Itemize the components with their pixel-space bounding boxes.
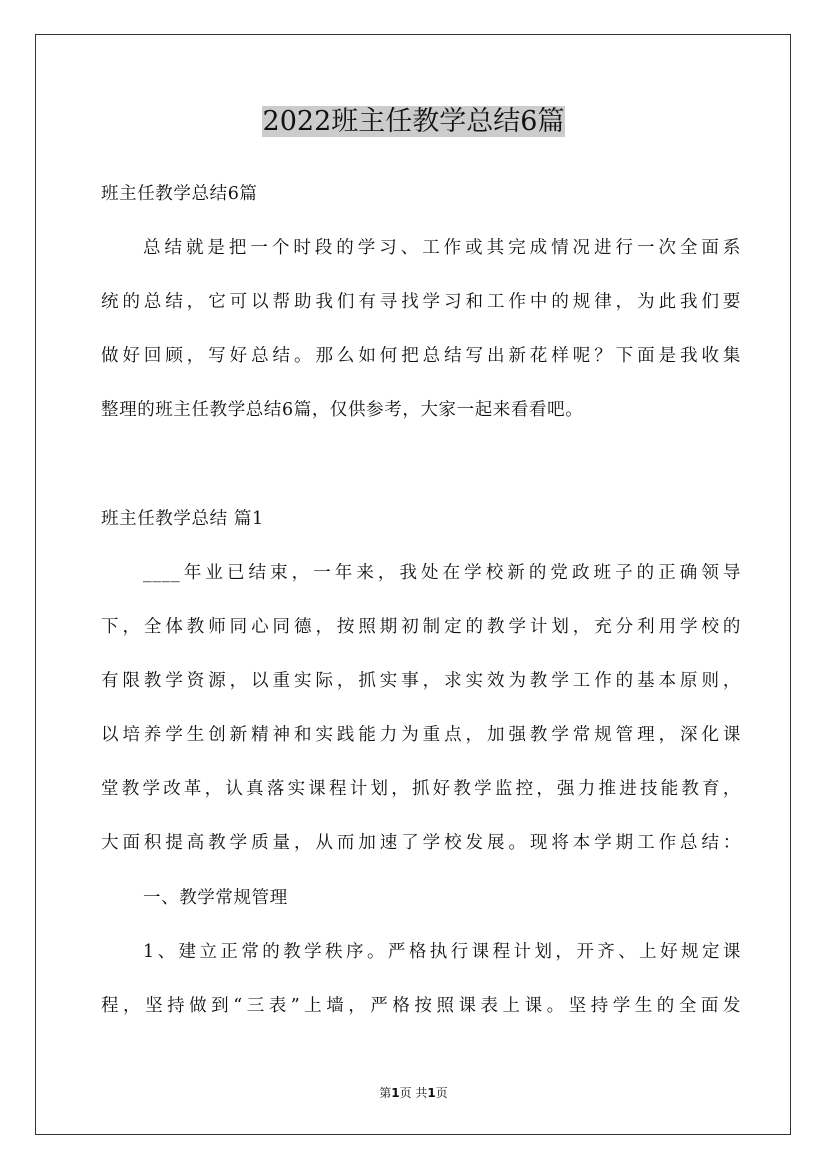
section-heading: 班主任教学总结 篇1 bbox=[101, 509, 264, 529]
document-title-text: 2022班主任教学总结6篇 bbox=[262, 106, 565, 137]
body-line: 以培养学生创新精神和实践能力为重点，加强教学常规管理，深化课 bbox=[101, 725, 741, 745]
body-line: 下，全体教师同心同德，按照期初制定的教学计划，充分利用学校的 bbox=[101, 617, 741, 637]
page-footer bbox=[0, 1085, 827, 1101]
footer-page-suffix: 页 bbox=[435, 1086, 448, 1100]
document-subtitle: 班主任教学总结6篇 bbox=[101, 184, 258, 204]
body-line: 堂教学改革，认真落实课程计划，抓好教学监控，强力推进技能教育， bbox=[101, 779, 741, 799]
footer-page-number: 1 bbox=[391, 1086, 400, 1100]
intro-line: 总结就是把一个时段的学习、工作或其完成情况进行一次全面系 bbox=[143, 238, 741, 258]
intro-line: 做好回顾，写好总结。那么如何把总结写出新花样呢？下面是我收集 bbox=[101, 346, 741, 366]
body-line: 大面积提高教学质量，从而加速了学校发展。现将本学期工作总结： bbox=[101, 833, 741, 853]
footer-page-total: 1 bbox=[427, 1086, 436, 1100]
point-line: 1、建立正常的教学秩序。严格执行课程计划，开齐、上好规定课 bbox=[143, 942, 741, 962]
intro-line: 统的总结，它可以帮助我们有寻找学习和工作中的规律，为此我们要 bbox=[101, 292, 741, 312]
sub-heading: 一、教学常规管理 bbox=[143, 888, 288, 908]
body-line: ____年业已结束，一年来，我处在学校新的党政班子的正确领导 bbox=[143, 563, 741, 583]
footer-page-prefix: 第 bbox=[379, 1086, 392, 1100]
point-line: 程，坚持做到“三表”上墙，严格按照课表上课。坚持学生的全面发 bbox=[101, 996, 741, 1016]
intro-line: 整理的班主任教学总结6篇，仅供参考，大家一起来看看吧。 bbox=[101, 400, 584, 420]
footer-page-mid: 页 共 bbox=[399, 1086, 428, 1100]
body-line: 有限教学资源，以重实际，抓实事，求实效为教学工作的基本原则， bbox=[101, 671, 741, 691]
document-title bbox=[0, 102, 827, 142]
